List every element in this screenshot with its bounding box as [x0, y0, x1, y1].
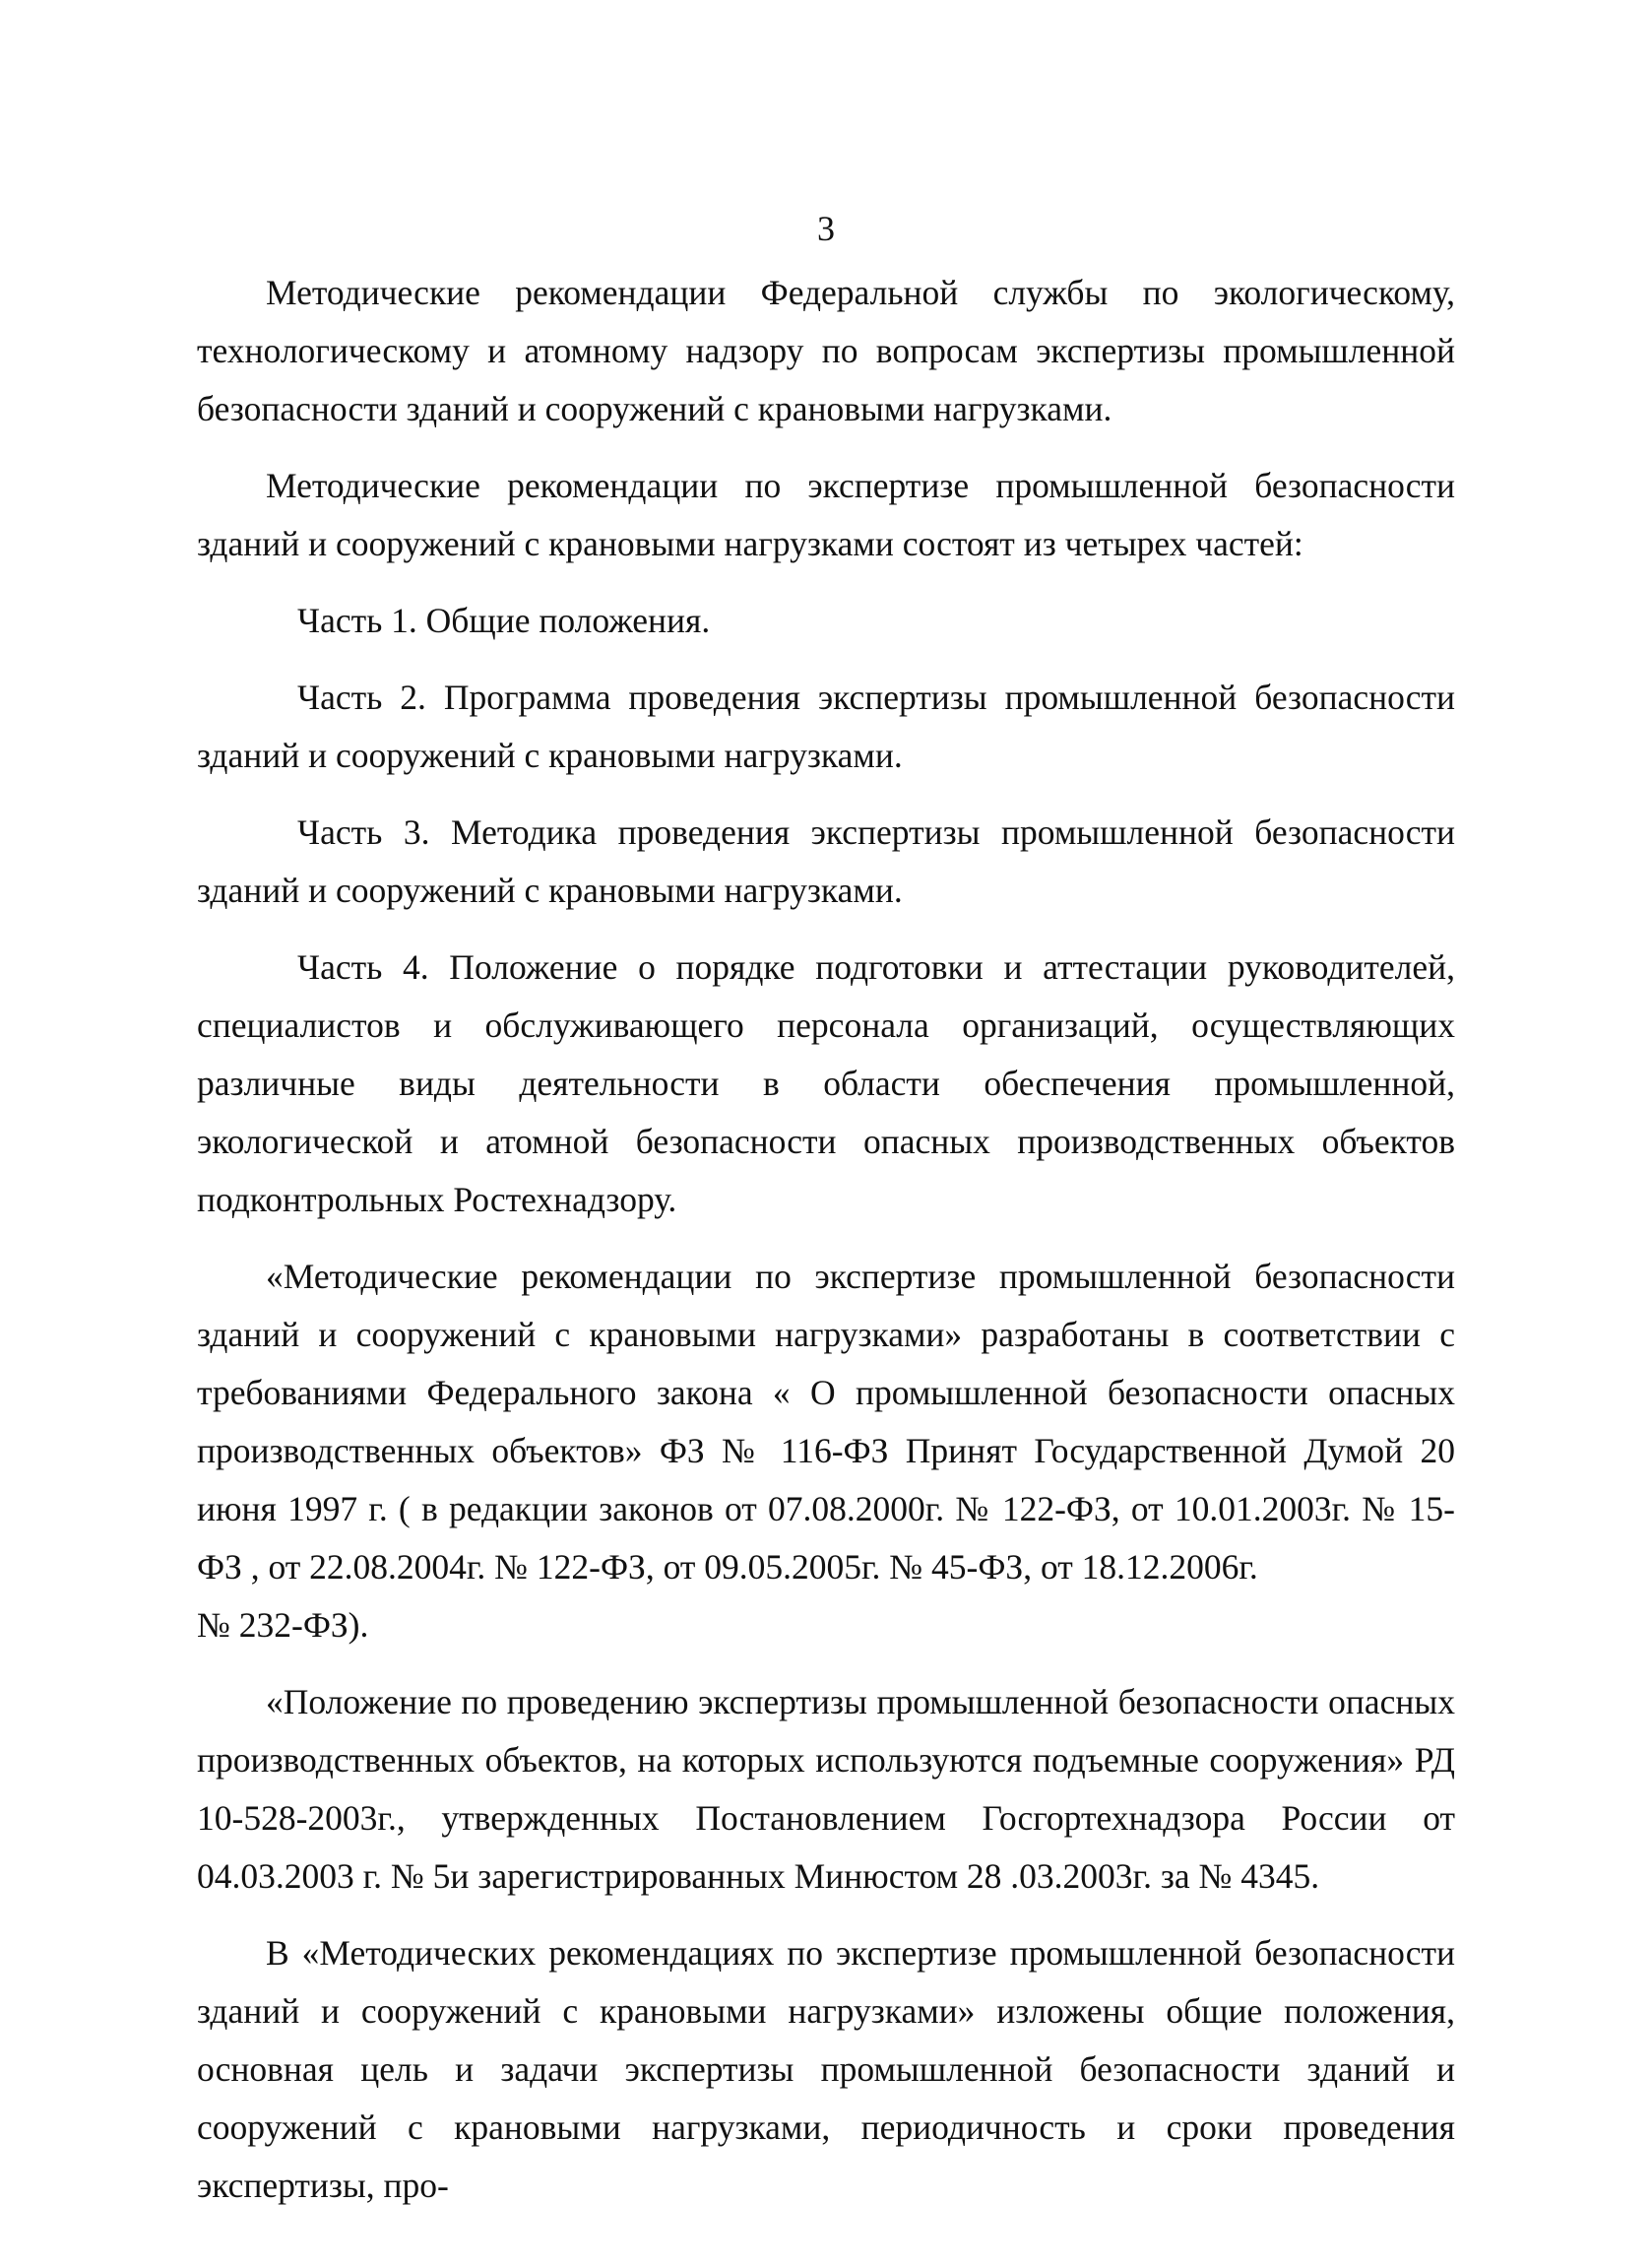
paragraph-parts-summary: Методические рекомендации по экспертизе промышленной безопасности зданий и сооружений с крановыми нагрузками состоят из четырех частей: — [197, 466, 1455, 563]
paragraph-legal-basis: «Методические рекомендации по экспертизе промышленной безопасности зданий и сооружений с крановыми нагрузками» разработаны в соответствии с требованиями Федерального закона « О промышленной безопасности опасных производственных объектов» ФЗ № 116-ФЗ Принят Государственной Думой 20 июня 1997 г. ( в редакции законов от 07.08.2000г. № 122-ФЗ, от 10.01.2003г. № 15-ФЗ , от 22.08.2004г. № 122-ФЗ, от 09.05.2005г. № 45-ФЗ, от 18.12.2006г. — [197, 1257, 1455, 1587]
paragraph-part-1: Часть 1. Общие положения. — [297, 601, 711, 640]
paragraph-part-4: Часть 4. Положение о порядке подготовки и аттестации руководителей, специалистов и обслуживающего персонала организаций, осуществляющих различные виды деятельности в области обеспечения промышленной, экологической и атомной безопасности опасных производственных объектов подконтрольных Ростехнадзору. — [197, 947, 1455, 1219]
document-body — [197, 264, 1455, 2234]
paragraph-regulation: «Положение по проведению экспертизы промышленной безопасности опасных производственных объектов, на которых используются подъемные сооружения» РД 10-528-2003г., утвержденных Постановлением Госгортехнадзора России от 04.03.2003 г. № 5и зарегистрированных Минюстом 28 .03.2003г. за № 4345. — [197, 1682, 1455, 1896]
paragraph-contents: В «Методических рекомендациях по экспертизе промышленной безопасности зданий и сооружений с крановыми нагрузками» изложены общие положения, основная цель и задачи экспертизы промышленной безопасности зданий и сооружений с крановыми нагрузками, периодичность и сроки проведения экспертизы, про- — [197, 1933, 1455, 2205]
paragraph-legal-basis-continuation: № 232-ФЗ). — [197, 1605, 369, 1645]
paragraph-part-2: Часть 2. Программа проведения экспертизы промышленной безопасности зданий и сооружений с крановыми нагрузками. — [197, 678, 1455, 775]
paragraph-part-3: Часть 3. Методика проведения экспертизы промышленной безопасности зданий и сооружений с крановыми нагрузками. — [197, 812, 1455, 910]
page-number: 3 — [817, 209, 835, 248]
paragraph-intro: Методические рекомендации Федеральной службы по экологическому, технологическому и атомному надзору по вопросам экспертизы промышленной безопасности зданий и сооружений с крановыми нагрузками. — [197, 273, 1455, 428]
